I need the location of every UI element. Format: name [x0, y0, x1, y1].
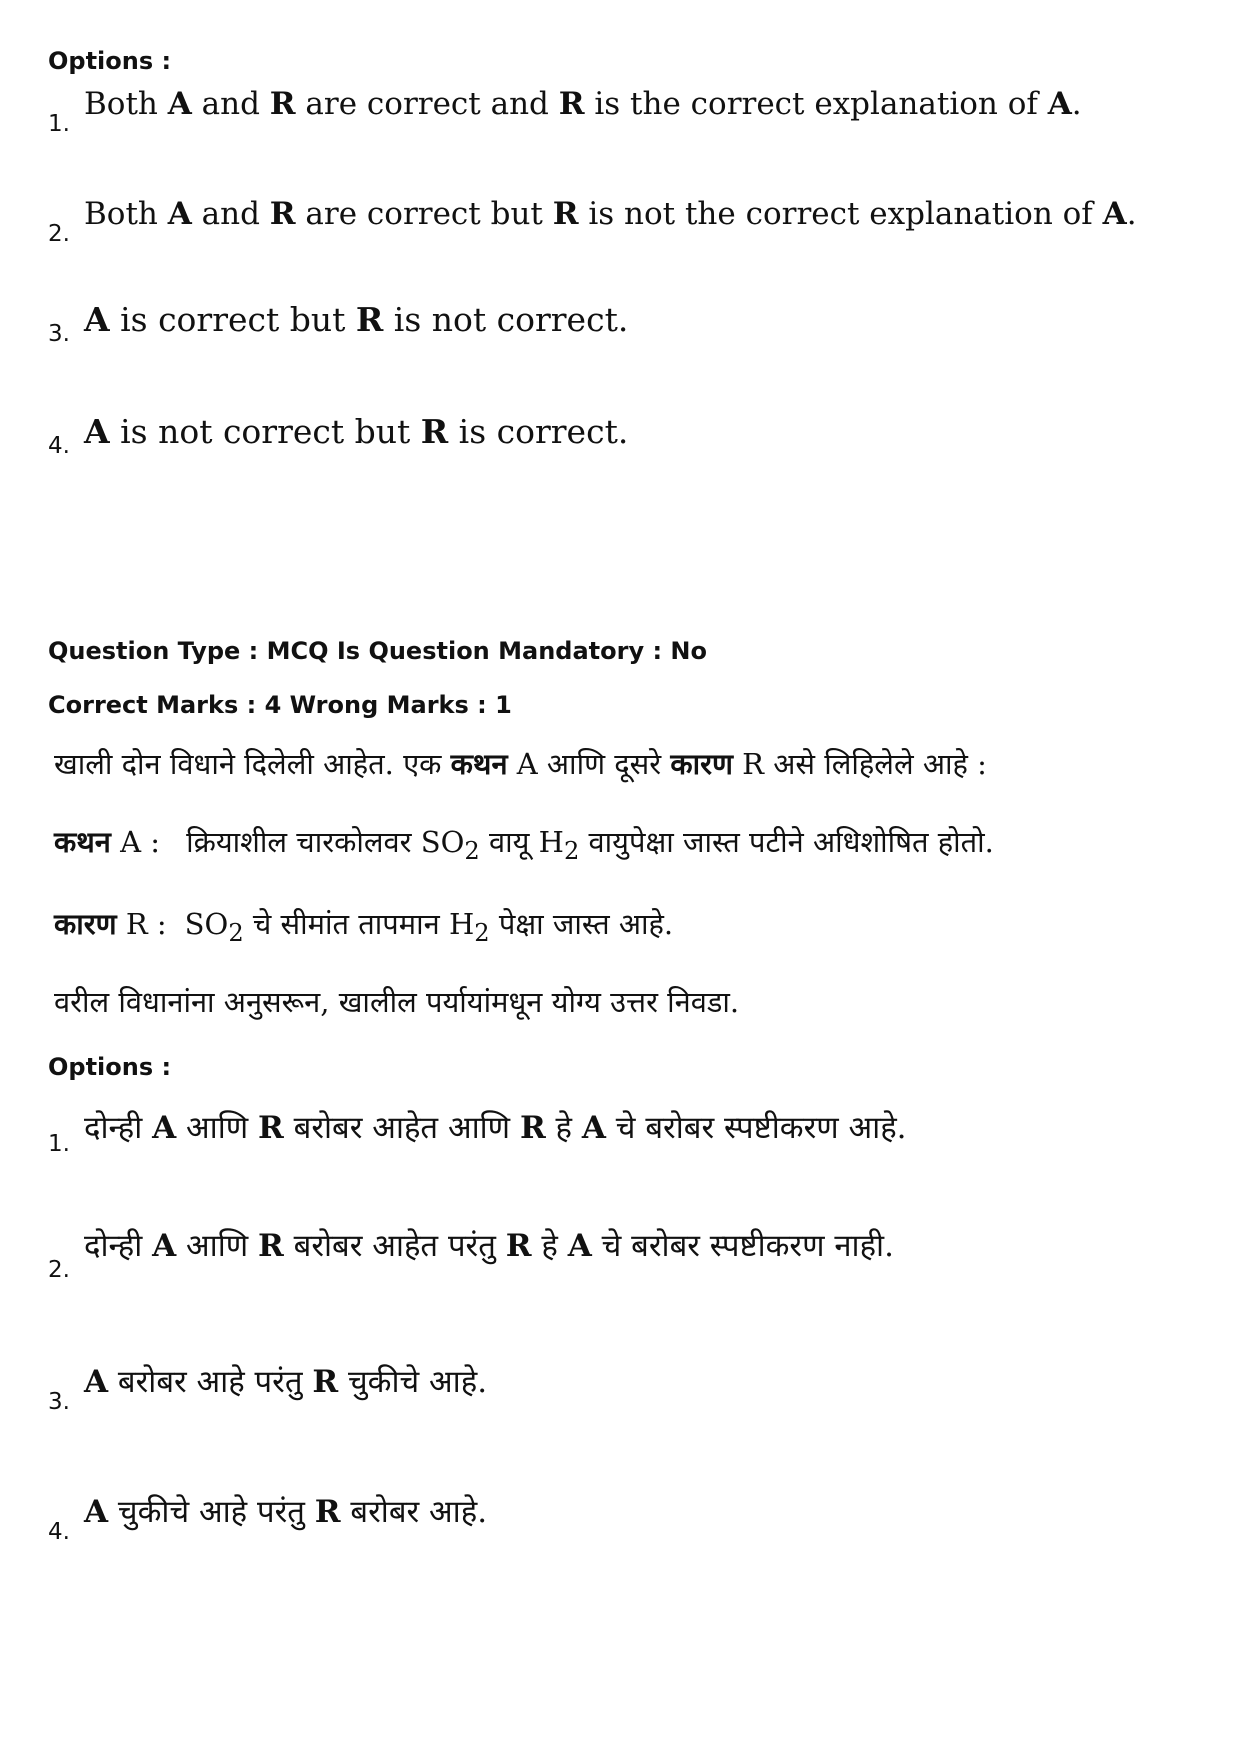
option-text: A चुकीचे आहे परंतु R बरोबर आहे. [84, 1494, 488, 1530]
options-heading-2: Options : [48, 1053, 172, 1081]
option-text: Both A and R are correct and R is the correct explanation of A. [84, 86, 1082, 122]
option-number: 4. [48, 1519, 70, 1545]
option-number: 4. [48, 433, 70, 459]
option-number: 3. [48, 1389, 70, 1415]
option-number: 3. [48, 321, 70, 347]
marks-line: Correct Marks : 4 Wrong Marks : 1 [48, 691, 512, 719]
option-text: दोन्ही A आणि R बरोबर आहेत परंतु R हे A चे बरोबर स्पष्टीकरण नाही. [84, 1228, 894, 1264]
question-type-line: Question Type : MCQ Is Question Mandatory : No [48, 637, 707, 665]
question-intro: खाली दोन विधाने दिलेली आहेत. एक कथन A आणि दूसरे कारण R असे लिहिलेले आहे : [54, 747, 987, 781]
option-number: 2. [48, 221, 70, 247]
option-text: Both A and R are correct but R is not the correct explanation of A. [84, 196, 1137, 232]
option-text: A is not correct but R is correct. [84, 412, 629, 451]
option-text: A is correct but R is not correct. [84, 300, 629, 339]
option-text: A बरोबर आहे परंतु R चुकीचे आहे. [84, 1364, 488, 1400]
question-instruction: वरील विधानांना अनुसरून, खालील पर्यायांमधून योग्य उत्तर निवडा. [54, 985, 740, 1019]
option-number: 2. [48, 1257, 70, 1283]
option-text: दोन्ही A आणि R बरोबर आहेत आणि R हे A चे बरोबर स्पष्टीकरण आहे. [84, 1110, 907, 1146]
assertion-statement: कथन A : क्रियाशील चारकोलवर $SO_2$ वायू $H_2$ वायुपेक्षा जास्त पटीने अधिशोषित होतो. [54, 825, 994, 865]
option-number: 1. [48, 111, 70, 137]
reason-statement: कारण R : $SO_2$ चे सीमांत तापमान $H_2$ पेक्षा जास्त आहे. [54, 907, 674, 947]
options-heading: Options : [48, 47, 172, 75]
option-number: 1. [48, 1131, 70, 1157]
